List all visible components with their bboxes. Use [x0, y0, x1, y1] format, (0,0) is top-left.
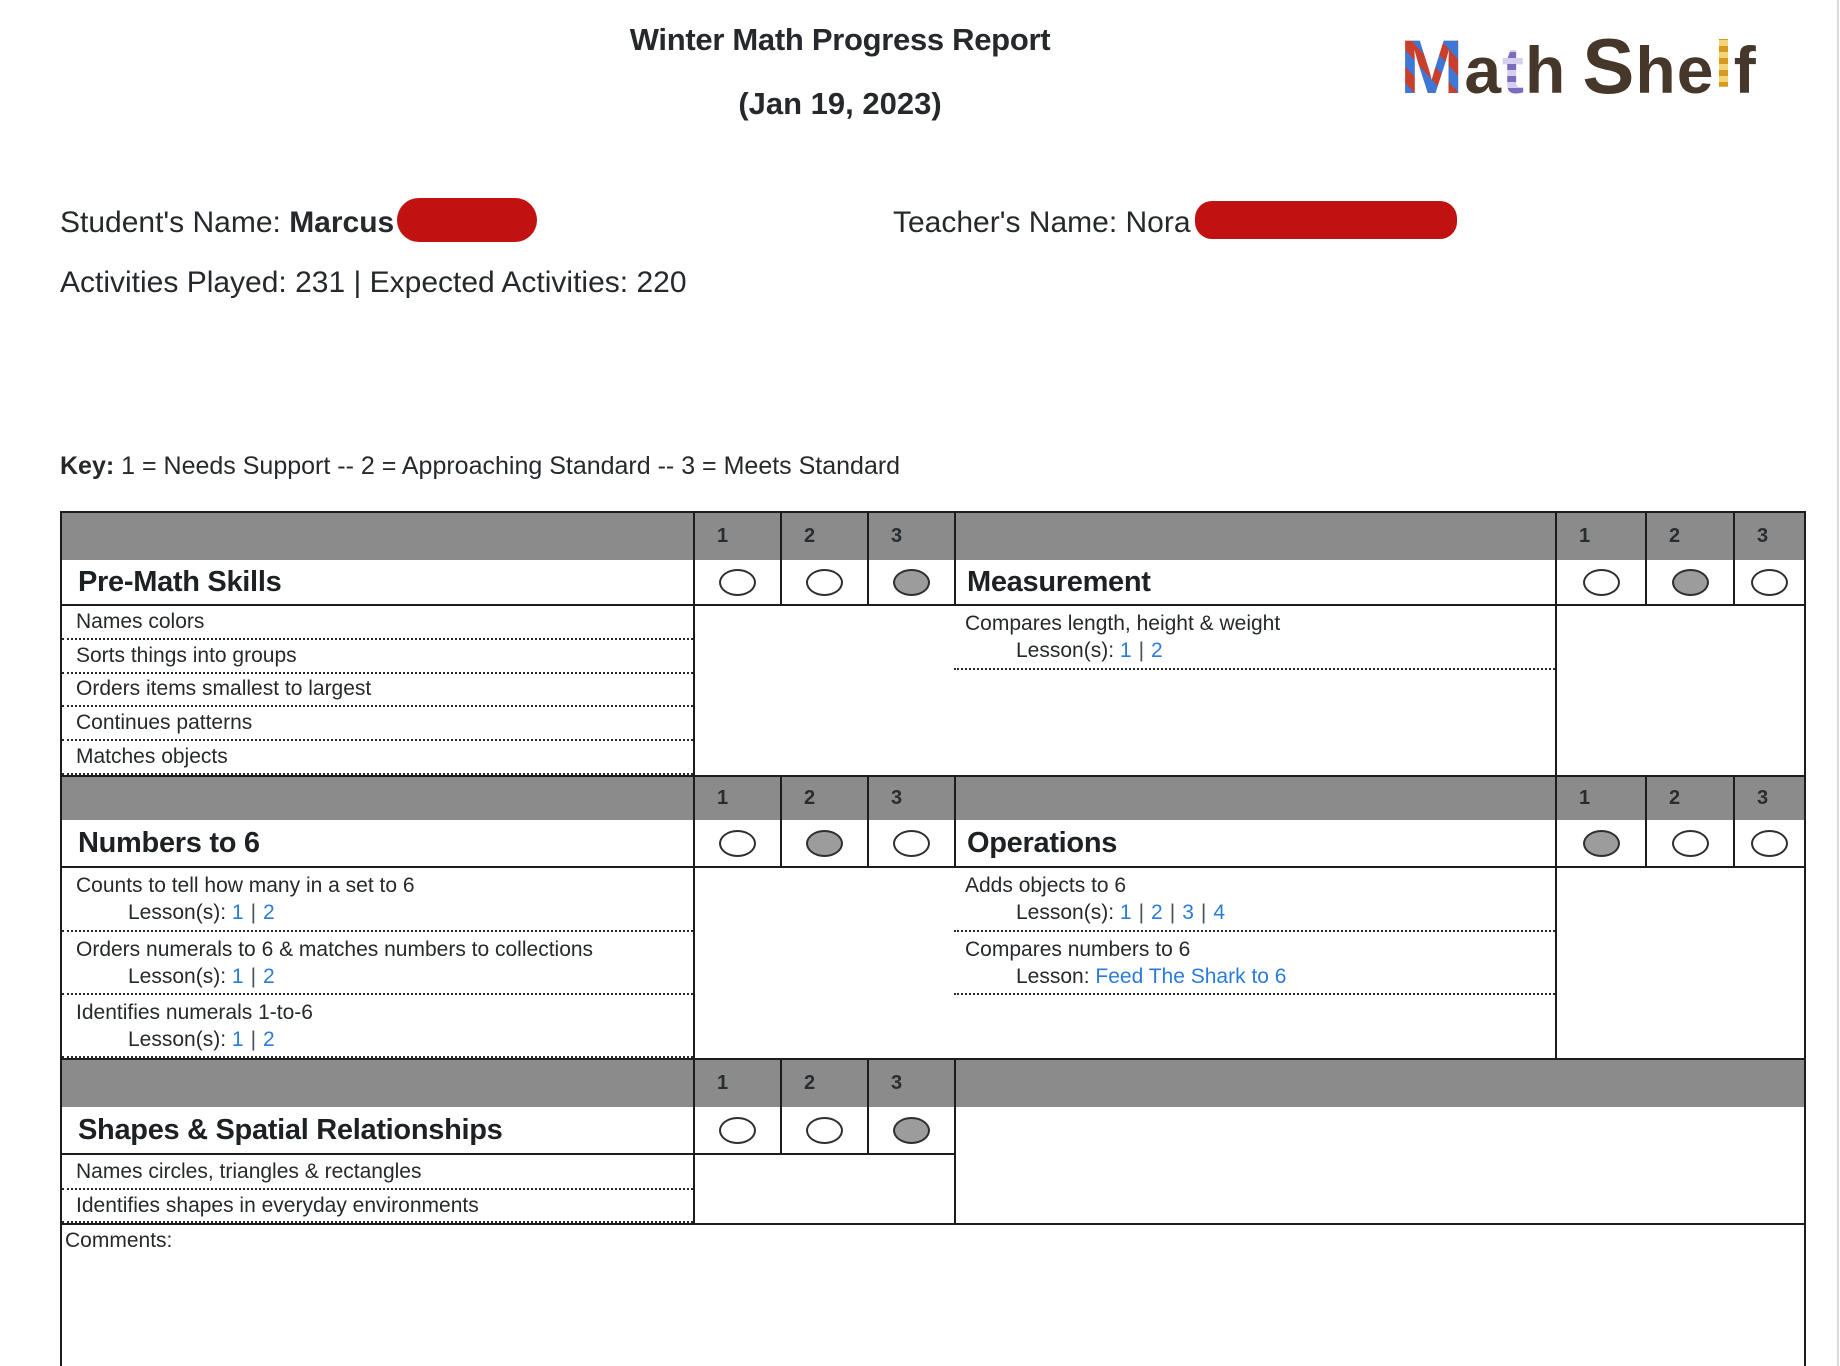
key-label: Key: [60, 452, 115, 480]
lesson-links [62, 963, 693, 990]
table-group-2 [62, 775, 1804, 1058]
rating-circle-2 [806, 830, 843, 857]
band-spacer [62, 513, 693, 560]
lesson-links [954, 637, 1555, 664]
section-title-shapes-spatial: Shapes & Spatial Relationships [62, 1107, 693, 1155]
column-header-1: 1 [1555, 513, 1645, 560]
student-first-name: Marcus [289, 206, 395, 239]
skill-text: Orders numerals to 6 & matches numbers to collections [76, 937, 594, 961]
column-header-1: 1 [1555, 775, 1645, 820]
skill-text: Compares length, height & weight [965, 612, 1281, 635]
skill-text: Identifies numerals 1-to-6 [76, 1000, 313, 1024]
rating-circle-3 [893, 830, 930, 857]
student-name-line [60, 206, 537, 242]
lesson-link-feed-the-shark[interactable]: Feed The Shark to 6 [1095, 964, 1287, 988]
rating-blank-area [1555, 868, 1804, 1058]
report-date: (Jan 19, 2023) [738, 86, 942, 121]
skill-item [954, 932, 1555, 995]
skill-list-measurement [954, 606, 1555, 775]
rating-blank-area [693, 1155, 954, 1223]
lessons-label: Lesson(s): [128, 964, 227, 988]
rating-blank-area [693, 606, 954, 775]
expected-activities-label: Expected Activities: [369, 266, 629, 299]
rating-circle-2 [806, 569, 843, 596]
rating-circle-3 [1751, 830, 1788, 857]
table-group-1 [62, 513, 1804, 775]
logo-letter-f: f [1733, 33, 1757, 107]
column-header-2: 2 [780, 513, 867, 560]
skill-item: Orders items smallest to largest [62, 674, 693, 708]
lesson-separator: | [250, 964, 257, 988]
lesson-link[interactable]: 2 [263, 901, 275, 924]
rating-cell-1 [1555, 820, 1645, 868]
skill-item [62, 995, 693, 1058]
logo-letter-a: a [1464, 33, 1503, 107]
activities-played-label: Activities Played: [60, 266, 287, 299]
skill-item: Matches objects [62, 741, 693, 775]
lesson-link[interactable]: 1 [1119, 639, 1132, 662]
lesson-separator: | [1200, 901, 1207, 924]
column-header-3: 3 [1733, 775, 1804, 820]
band-spacer [954, 513, 1555, 560]
skill-item: Continues patterns [62, 707, 693, 741]
student-name-label: Student's Name: [60, 206, 281, 239]
table-group-3 [62, 1058, 1804, 1223]
band-spacer [62, 1058, 693, 1107]
lesson-link[interactable]: 2 [263, 1027, 275, 1051]
logo-letters-he: he [1635, 33, 1715, 107]
skill-list-numbers-to-6 [62, 868, 693, 1058]
column-header-2: 2 [780, 775, 867, 820]
logo-letter-l-beads: l [1714, 22, 1733, 106]
lesson-link[interactable]: 4 [1213, 901, 1226, 924]
page-edge-divider [1837, 0, 1839, 1366]
rating-cell-1 [693, 1107, 780, 1155]
comments-box [62, 1223, 1804, 1366]
logo-letter-h: h [1525, 33, 1567, 107]
skill-list-pre-math [62, 606, 693, 775]
rating-cell-1 [1555, 560, 1645, 606]
empty-right-area [954, 1107, 1804, 1223]
band-spacer [954, 775, 1555, 820]
band-spacer [62, 775, 693, 820]
lesson-links [62, 1026, 693, 1053]
column-header-2: 2 [1645, 513, 1733, 560]
skill-text: Compares numbers to 6 [965, 937, 1191, 961]
lessons-label: Lesson(s): [128, 1027, 227, 1051]
column-header-2: 2 [1645, 775, 1733, 820]
column-header-2: 2 [780, 1058, 867, 1107]
rating-blank-area [1555, 606, 1804, 775]
column-header-3: 3 [1733, 513, 1804, 560]
skill-item: Names colors [62, 606, 693, 640]
rating-cell-3 [867, 1107, 954, 1155]
rating-circle-1 [719, 830, 756, 857]
rating-cell-1 [693, 560, 780, 606]
student-name-redaction [397, 198, 537, 242]
rating-circle-3 [893, 569, 930, 596]
lesson-links [954, 963, 1555, 990]
rating-cell-2 [780, 560, 867, 606]
logo-letter-m: M [1400, 25, 1465, 110]
lessons-label: Lesson: [1016, 964, 1090, 988]
rating-circle-1 [719, 1117, 756, 1144]
lessons-label: Lesson(s): [128, 901, 227, 924]
column-header-1: 1 [693, 513, 780, 560]
lesson-link[interactable]: 1 [231, 964, 244, 988]
skill-list-shapes [62, 1155, 693, 1223]
section-title-measurement: Measurement [954, 560, 1555, 606]
rating-cell-2 [1645, 560, 1733, 606]
teacher-name-line [893, 206, 1457, 240]
lessons-label: Lesson(s): [1016, 639, 1115, 662]
rating-circle-2 [1672, 830, 1709, 857]
skill-text: Counts to tell how many in a set to 6 [76, 874, 415, 897]
column-header-3: 3 [867, 775, 954, 820]
rating-circle-1 [1583, 569, 1620, 596]
activities-line [60, 266, 687, 300]
lesson-link[interactable]: 1 [231, 1027, 244, 1051]
column-header-3: 3 [867, 513, 954, 560]
rating-cell-3 [1733, 560, 1804, 606]
lesson-links [954, 899, 1555, 926]
key-text: 1 = Needs Support -- 2 = Approaching Standard -- 3 = Meets Standard [121, 452, 901, 480]
lesson-link[interactable]: 2 [263, 964, 275, 988]
rating-cell-3 [1733, 820, 1804, 868]
rating-cell-2 [1645, 820, 1733, 868]
lesson-link[interactable]: 2 [1151, 901, 1163, 924]
lesson-separator: | [1138, 901, 1145, 924]
column-header-1: 1 [693, 775, 780, 820]
lesson-links [62, 899, 693, 926]
section-title-operations: Operations [954, 820, 1555, 868]
lesson-separator: | [250, 901, 257, 924]
skill-item: Sorts things into groups [62, 640, 693, 674]
section-title-numbers-to-6: Numbers to 6 [62, 820, 693, 868]
activities-played-value: 231 [295, 266, 346, 299]
teacher-first-name: Nora [1125, 206, 1191, 239]
rating-cell-2 [780, 1107, 867, 1155]
skill-item [954, 868, 1555, 932]
rating-circle-3 [1751, 569, 1788, 596]
column-header-1: 1 [693, 1058, 780, 1107]
lesson-link[interactable]: 1 [231, 901, 244, 924]
progress-table [60, 511, 1806, 1366]
logo-letter-t-beads: t [1502, 28, 1525, 112]
rating-circle-3 [893, 1117, 930, 1144]
skill-list-operations [954, 868, 1555, 1058]
rating-circle-1 [719, 569, 756, 596]
rating-cell-3 [867, 560, 954, 606]
column-header-3: 3 [867, 1058, 954, 1107]
activities-separator: | [353, 266, 362, 299]
rating-cell-2 [780, 820, 867, 868]
rating-cell-1 [693, 820, 780, 868]
lesson-link[interactable]: 2 [1151, 639, 1163, 662]
rating-circle-2 [1672, 569, 1709, 596]
skill-item [62, 932, 693, 995]
lesson-separator: | [1138, 639, 1145, 662]
band-spacer [954, 1058, 1804, 1107]
skill-item: Names circles, triangles & rectangles [62, 1155, 693, 1190]
teacher-name-redaction [1195, 201, 1457, 239]
skill-item: Identifies shapes in everyday environments [62, 1190, 693, 1223]
skill-text: Adds objects to 6 [965, 874, 1127, 897]
math-shelf-logo [1400, 24, 1757, 110]
rating-cell-3 [867, 820, 954, 868]
lesson-separator: | [250, 1027, 257, 1051]
lesson-link[interactable]: 3 [1182, 901, 1194, 924]
page-title: Winter Math Progress Report [629, 22, 1051, 57]
rating-blank-area [693, 868, 954, 1058]
teacher-name-label: Teacher's Name: [893, 206, 1118, 239]
logo-letter-s: S [1582, 22, 1636, 110]
lesson-link[interactable]: 1 [1119, 901, 1132, 924]
section-title-pre-math-skills: Pre-Math Skills [62, 560, 693, 606]
skill-item [62, 868, 693, 932]
lessons-label: Lesson(s): [1016, 901, 1115, 924]
rating-key [60, 452, 900, 481]
rating-circle-1 [1583, 830, 1620, 857]
skill-item [954, 606, 1555, 670]
comments-label: Comments: [65, 1229, 173, 1252]
rating-circle-2 [806, 1117, 843, 1144]
lesson-separator: | [1169, 901, 1176, 924]
expected-activities-value: 220 [636, 266, 687, 299]
